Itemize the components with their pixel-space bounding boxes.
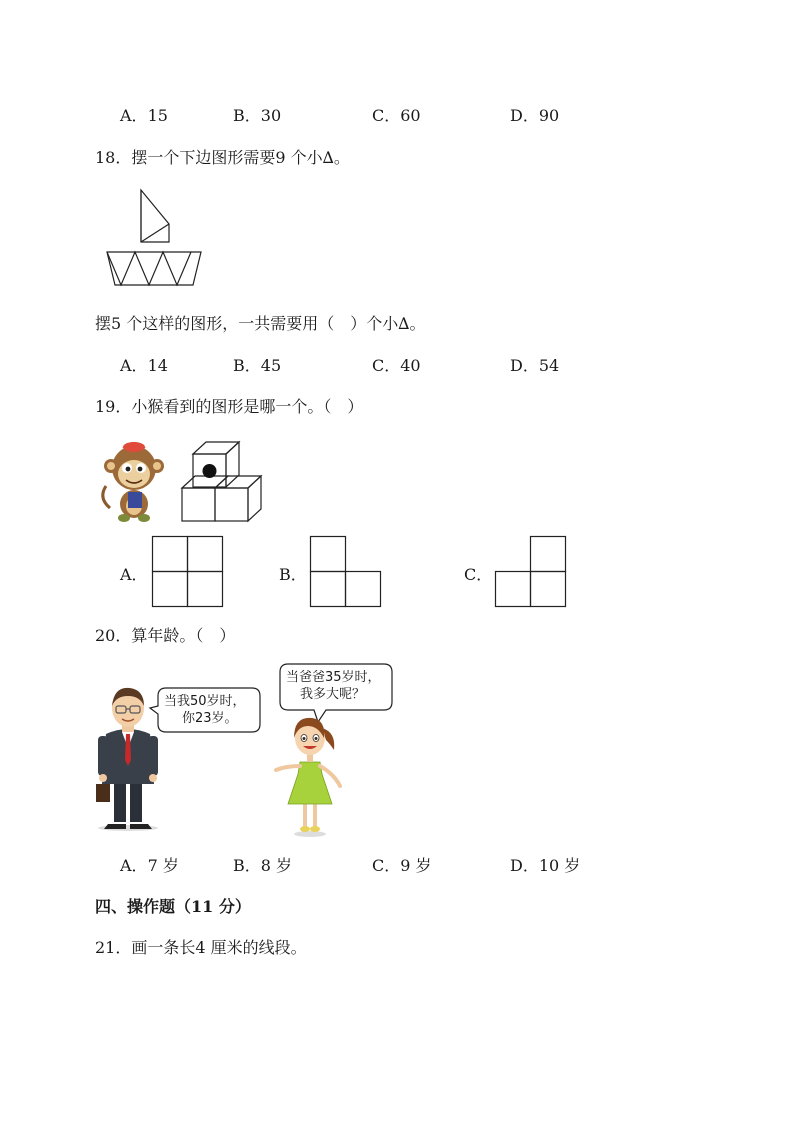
q21-stem: 21．画一条长4 厘米的线段。 (95, 938, 307, 957)
q17-option-b[interactable]: B．30 (233, 106, 282, 125)
girl-illustration (270, 716, 350, 838)
q19-option-a-label[interactable]: A． (120, 565, 148, 584)
q19-option-c-label[interactable]: C． (464, 565, 493, 584)
q20-stem: 20．算年龄。（ ） (95, 626, 236, 645)
q19-option-a-figure[interactable] (152, 536, 224, 608)
q20-option-b[interactable]: B．8 岁 (233, 856, 293, 875)
q18-option-b[interactable]: B．45 (233, 356, 282, 375)
q18-option-a[interactable]: A．14 (120, 356, 168, 375)
q20-option-c[interactable]: C．9 岁 (372, 856, 432, 875)
q19-option-c-figure[interactable] (495, 536, 567, 608)
section-4-heading: 四、操作题（11 分） (95, 897, 251, 916)
monkey-illustration (98, 438, 166, 524)
q19-option-b-figure[interactable] (310, 536, 382, 608)
q18-option-c[interactable]: C．40 (372, 356, 421, 375)
man-speech-line-2: 你23岁。 (182, 711, 238, 726)
q17-option-c[interactable]: C．60 (372, 106, 421, 125)
q18-option-d[interactable]: D．54 (510, 356, 560, 375)
q18-stem: 18．摆一个下边图形需要9 个小∆。 (95, 148, 350, 167)
girl-speech-line-2: 我多大呢？ (300, 687, 366, 702)
q19-stem: 19．小猴看到的图形是哪一个。（ ） (95, 397, 364, 416)
q17-option-a[interactable]: A．15 (120, 106, 168, 125)
q19-option-b-label[interactable]: B． (279, 565, 307, 584)
girl-speech-line-1: 当爸爸35岁时， (286, 670, 381, 685)
q17-option-d[interactable]: D．90 (510, 106, 560, 125)
q19-cube-stack (180, 436, 272, 524)
man-speech-line-1: 当我50岁时， (164, 694, 246, 709)
q20-option-a[interactable]: A．7 岁 (120, 856, 179, 875)
q18-question: 摆5 个这样的图形，一共需要用（ ）个小∆。 (95, 314, 426, 333)
q18-triangle-figure (105, 190, 205, 288)
q20-option-d[interactable]: D．10 岁 (510, 856, 581, 875)
